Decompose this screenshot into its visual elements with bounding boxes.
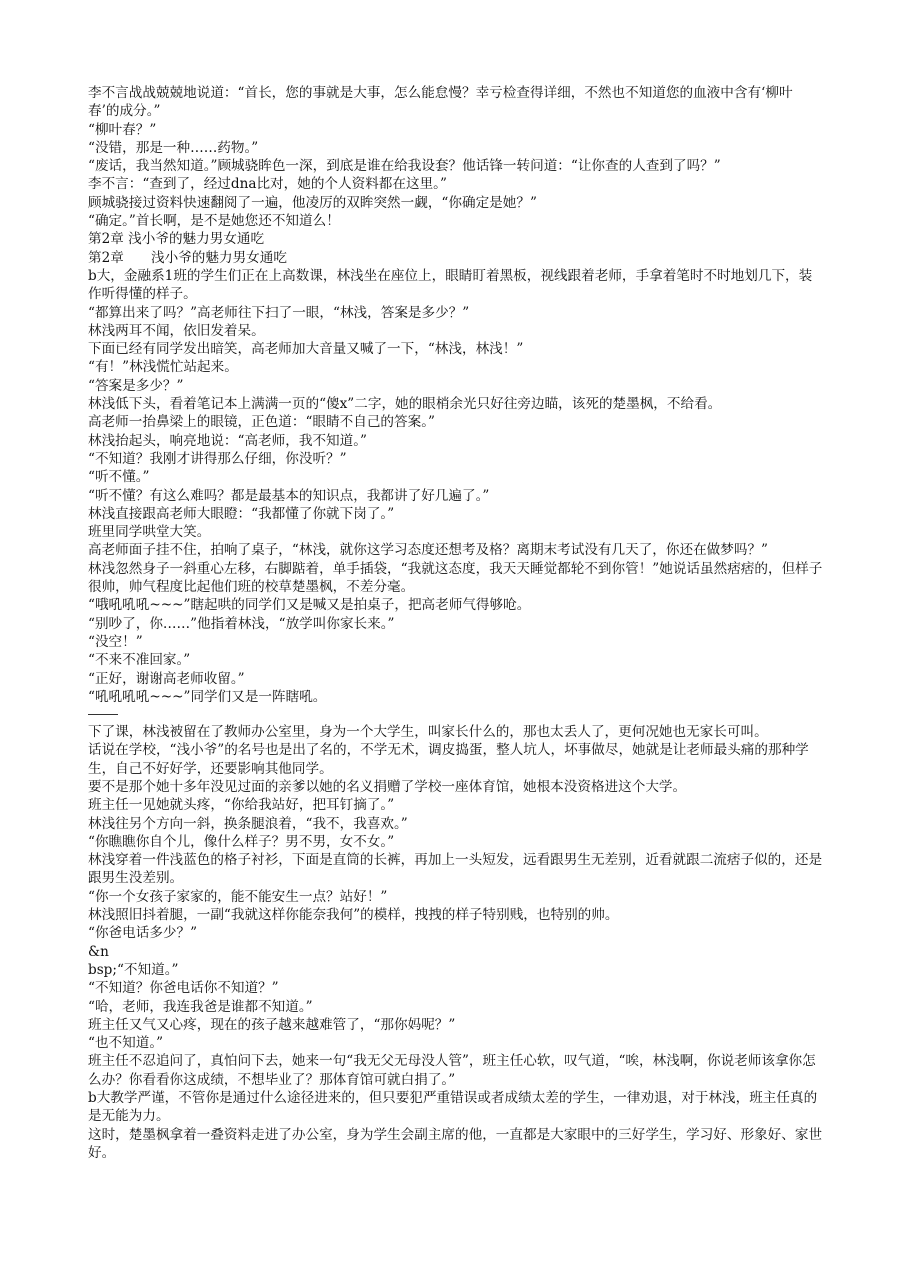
section-divider	[88, 714, 118, 715]
text-paragraph: “你瞧瞧你自个儿，像什么样子？男不男，女不女。”	[88, 833, 395, 850]
text-paragraph: “不来不准回家。”	[88, 652, 191, 669]
text-paragraph: “哦吼吼吼~~~”瞎起哄的同学们又是喊又是拍桌子，把高老师气得够呛。	[88, 597, 531, 614]
text-paragraph: “柳叶春？”	[88, 121, 157, 138]
text-paragraph: “不知道？你爸电话你不知道？”	[88, 980, 279, 997]
text-paragraph: 顾城骁接过资料快速翻阅了一遍，他凌厉的双眸突然一觑，“你确定是她？”	[88, 194, 537, 211]
text-paragraph: 林浅往另个方向一斜，换条腿浪着，“我不，我喜欢。”	[88, 815, 408, 832]
text-paragraph: &n	[88, 943, 109, 960]
text-paragraph: “废话，我当然知道。”顾城骁眸色一深，到底是谁在给我设套？他话锋一转问道：“让你查的人查到了吗？”	[88, 158, 721, 175]
text-paragraph: 林浅照旧抖着腿，一副“我就这样你能奈我何”的模样，拽拽的样子特别贱，也特别的帅。	[88, 907, 619, 924]
text-paragraph: “不知道？我刚才讲得那么仔细，你没听？”	[88, 450, 347, 467]
document-section-bottom	[88, 723, 824, 1162]
text-paragraph: 班里同学哄堂大笑。	[88, 524, 211, 541]
text-paragraph: “确定。”首长啊，是不是她您还不知道么！	[88, 213, 340, 230]
text-paragraph: “别吵了，你……”他指着林浅，“放学叫你家长来。”	[88, 615, 395, 632]
text-paragraph: 这时，楚墨枫拿着一叠资料走进了办公室，身为学生会副主席的他，一直都是大家眼中的三好学生，学习好、形象好、家世好。	[88, 1126, 823, 1161]
text-paragraph: 林浅忽然身子一斜重心左移，右脚踮着，单手插袋，“我就这态度，我天天睡觉都轮不到你管！”她说话虽然痞痞的，但样子很帅，帅气程度比起他们班的校草楚墨枫，不差分毫。	[88, 560, 823, 596]
text-paragraph: 林浅两耳不闻，依旧发着呆。	[88, 322, 265, 339]
text-paragraph: “也不知道。”	[88, 1035, 164, 1052]
text-paragraph: 要不是那个她十多年没见过面的亲爹以她的名义捐赠了学校一座体育馆，她根本没资格进这个大学。	[88, 778, 687, 795]
text-paragraph: “正好，谢谢高老师收留。”	[88, 670, 245, 687]
text-paragraph: 林浅低下头，看着笔记本上满满一页的“傻x”二字，她的眼梢余光只好往旁边瞄，该死的楚墨枫，不给看。	[88, 396, 722, 413]
document-section-top	[88, 84, 824, 706]
text-paragraph: “答案是多少？”	[88, 377, 184, 394]
text-paragraph: “都算出来了吗？”高老师往下扫了一眼，“林浅，答案是多少？”	[88, 304, 470, 321]
text-paragraph: 班主任一见她就头疼，“你给我站好，把耳钉摘了。”	[88, 797, 395, 814]
text-paragraph: “有！”林浅慌忙站起来。	[88, 359, 238, 376]
text-paragraph: 林浅直接跟高老师大眼瞪：“我都懂了你就下岗了。”	[88, 505, 395, 522]
text-paragraph: “你爸电话多少？”	[88, 925, 198, 942]
text-paragraph: 高老师面子挂不住，拍响了桌子，“林浅，就你这学习态度还想考及格？离期末考试没有几天了，你还在做梦吗？”	[88, 542, 768, 559]
document-page	[88, 84, 824, 1162]
text-paragraph: 林浅抬起头，响亮地说：“高老师，我不知道。”	[88, 432, 367, 449]
text-paragraph: bsp;“不知道。”	[88, 961, 179, 978]
text-paragraph: b大教学严谨，不管你是通过什么途径进来的，但只要犯严重错误或者成绩太差的学生，一律劝退，对于林浅，班主任真的是无能为力。	[88, 1090, 818, 1125]
text-paragraph: “哈，老师，我连我爸是谁都不知道。”	[88, 998, 313, 1015]
text-paragraph: 高老师一抬鼻梁上的眼镜，正色道：“眼睛不自己的答案。”	[88, 414, 435, 431]
text-paragraph: 班主任又气又心疼，现在的孩子越来越难管了，“那你妈呢？”	[88, 1016, 456, 1033]
text-paragraph: “没错，那是一种……药物。”	[88, 139, 259, 156]
text-paragraph: b大，金融系1班的学生们正在上高数课，林浅坐在座位上，眼睛盯着黑板，视线跟着老师，手拿着笔时不时地划几下，装作听得懂的样子。	[88, 267, 813, 303]
text-paragraph: 班主任不忍追问了，真怕问下去，她来一句“我无父无母没人管”，班主任心软，叹气道，“唉，林浅啊，你说老师该拿你怎么办？你看看你这成绩，不想毕业了？那体育馆可就白捐了。”	[88, 1053, 816, 1088]
text-paragraph: 第2章 浅小爷的魅力男女通吃	[88, 231, 265, 248]
text-paragraph: “听不懂？有这么难吗？都是最基本的知识点，我都讲了好几遍了。”	[88, 487, 490, 504]
text-paragraph: 下面已经有同学发出暗笑，高老师加大音量又喊了一下，“林浅，林浅！”	[88, 341, 524, 358]
text-paragraph: 林浅穿着一件浅蓝色的格子衬衫，下面是直筒的长裤，再加上一头短发，远看跟男生无差别，近看就跟二流痞子似的，还是跟男生没差别。	[88, 852, 823, 887]
text-paragraph: “你一个女孩子家家的，能不能安生一点？站好！”	[88, 888, 388, 905]
text-paragraph: 李不言：“查到了，经过dna比对，她的个人资料都在这里。”	[88, 176, 447, 193]
text-paragraph: 第2章 浅小爷的魅力男女通吃	[88, 249, 287, 266]
text-paragraph: “没空！”	[88, 633, 143, 650]
text-paragraph: 下了课，林浅被留在了教师办公室里，身为一个大学生，叫家长什么的，那也太丢人了，更何况她也无家长可叫。	[88, 724, 768, 741]
text-paragraph: “听不懂。”	[88, 469, 150, 486]
text-paragraph: 话说在学校，“浅小爷”的名号也是出了名的，不学无术，调皮捣蛋，整人坑人，坏事做尽，她就是让老师最头痛的那种学生，自己不好好学，还要影响其他同学。	[88, 742, 809, 777]
text-paragraph: 李不言战战兢兢地说道：“首长，您的事就是大事，怎么能怠慢？幸亏检查得详细，不然也不知道您的血液中含有‘柳叶春’的成分。”	[88, 85, 793, 120]
text-paragraph: “吼吼吼吼~~~”同学们又是一阵瞎吼。	[88, 688, 327, 705]
